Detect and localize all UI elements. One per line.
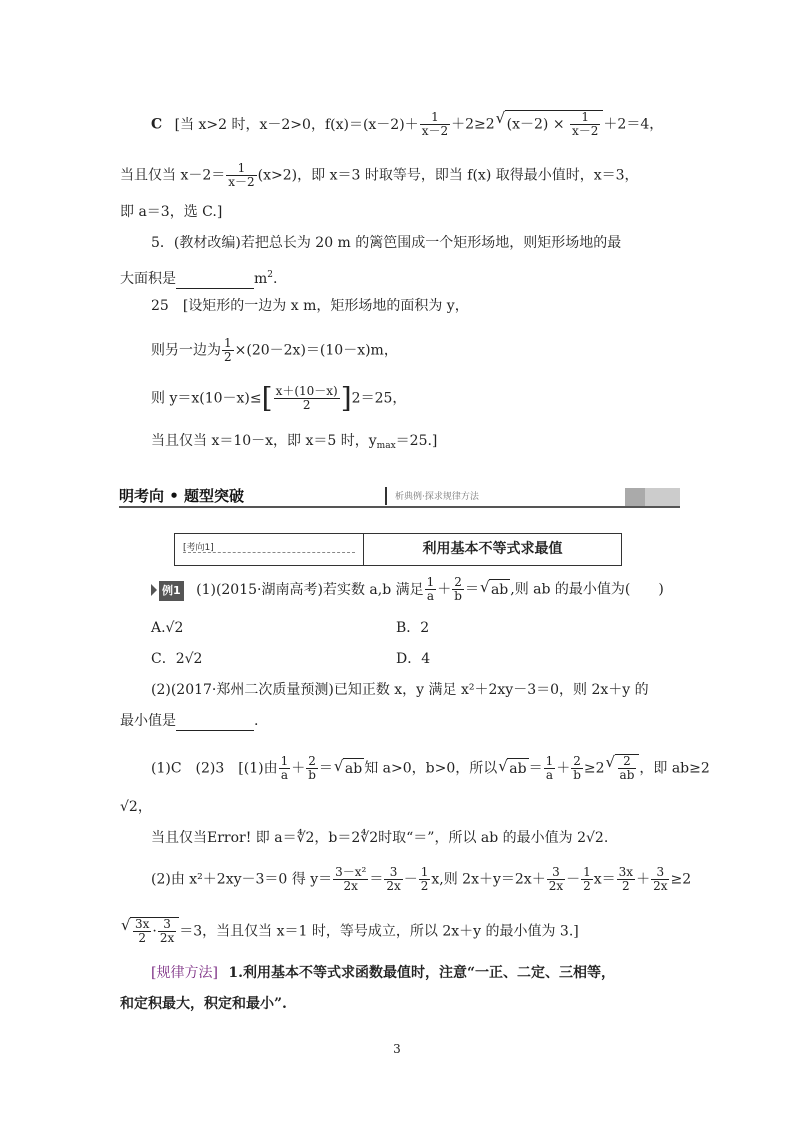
example-arrow-icon [151, 584, 157, 596]
question-5-line-1: 5．(教材改编)若把总长为 20 m 的篱笆围成一个矩形场地，则矩形场地的最 [151, 235, 622, 251]
topic-tag: [考向1] [183, 543, 214, 553]
solution-5-line-2: 则另一边为 $\frac{1}{2}$ ×(20－2x)＝(10－x)m， [151, 336, 398, 364]
section-decoration-dark [625, 488, 645, 506]
option-b: B．2 [396, 620, 430, 636]
option-a: A.√2 [151, 620, 184, 636]
example-1-q2-line-1: (2)(2017·郑州二次质量预测)已知正数 x，y 满足 x²＋2xy－3＝0，则 2x＋y 的 [151, 682, 649, 698]
section-divider [385, 487, 387, 505]
example-1-question: 例1 (1)(2015·湖南高考)若实数 a,b 满足 $\frac{1}{a}$ ＋ $\frac{2}{b}$ ＝√ ab ,则 ab 的最小值为( ) [151, 576, 664, 603]
solution-5-line-3: 则 y＝x(10－x)≤[ $\frac{x+(10-x)}{2}$ ]2＝25， [151, 381, 407, 415]
section-subtitle: 析典例·探求规律方法 [395, 492, 479, 502]
example-1-q2-line-2: 最小值是 . [120, 713, 259, 729]
solution-line-4: (2)由 x²＋2xy－3＝0 得 y＝ $\frac{\text{3－x²}}{2x}$ ＝ $\frac{3}{2x}$ － $\frac{1}{2}$ x,则 2x＋y＝2x＋ $\frac{3}{2x}$ － $\frac{1}{2}$ x＝ $\frac{3x}{2}$ ＋ $\frac{3}{2x}$ ≥2 [151, 865, 692, 893]
topic-dash [183, 552, 355, 553]
solution-line-2: √2， [120, 799, 152, 815]
answer-blank [176, 274, 254, 289]
page-number: 3 [393, 1042, 401, 1056]
answer-text: ＋2≥2 [451, 116, 495, 133]
solution-5-line-1: 25 [设矩形的一边为 x m，矩形场地的面积为 y， [151, 298, 469, 314]
solution-line-3: 当且仅当Error! 即 a＝∜2，b＝2∜2时取“＝”，所以 ab 的最小值为 2√2. [151, 830, 609, 846]
option-c: C．2√2 [151, 651, 203, 667]
answer-line-3: 即 a＝3，选 C.] [120, 204, 223, 220]
answer-text: ＋2＝4， [603, 116, 664, 133]
answer-line-1 [151, 110, 663, 138]
topic-box [174, 533, 622, 566]
answer-line-2: 当且仅当 x－2＝ $\frac{1}{x-2}$ (x>2)，即 x＝3 时取等号，即当 f(x) 取得最小值时，x＝3， [120, 161, 639, 189]
sqrt: √ ab [489, 579, 510, 600]
sqrt: √ (x－2) × $\frac{1}{x-2}$ [505, 110, 604, 138]
section-title: 明考向 • 题型突破 [119, 487, 245, 505]
topic-tag-cell [175, 534, 364, 565]
topic-title: 利用基本不等式求最值 [422, 541, 563, 557]
solution-line-1: (1)C (2)3 [(1)由 $\frac{1}{a}$ ＋ $\frac{2}{b}$ ＝√ ab 知 a>0，b>0，所以√ ab ＝ $\frac{1}{a}$ ＋ $\frac{2}{b}$ ≥2 √ $\frac{2}{ab}$ ，即 ab≥2 [151, 754, 710, 782]
example-label: 例1 [159, 581, 184, 601]
option-d: D．4 [396, 651, 431, 667]
method-line-2: 和定积最大，积定和最小”. [120, 996, 287, 1012]
answer-text: [当 x>2 时，x－2>0，f(x)＝(x－2)＋ [174, 116, 419, 133]
answer-letter: C [151, 116, 163, 133]
question-5-line-2: 大面积是 $m^2$. [120, 270, 278, 287]
solution-line-5: √ $\frac{3x}{2}$ · $\frac{3}{2x}$ ＝3，当且仅当 x＝1 时，等号成立，所以 2x＋y 的最小值为 3.] [120, 917, 579, 945]
solution-5-line-4: 当且仅当 x＝10－x，即 x＝5 时，$y_{max}=25$.] [151, 433, 438, 451]
method-line-1: [规律方法] 1.利用基本不等式求函数最值时，注意“一正、二定、三相等， [151, 965, 616, 981]
fraction: $\frac{1}{x-2}$ [421, 110, 449, 138]
section-header [119, 486, 680, 508]
section-rule [119, 506, 680, 508]
method-label: [规律方法] [151, 965, 218, 981]
answer-blank [176, 716, 254, 731]
